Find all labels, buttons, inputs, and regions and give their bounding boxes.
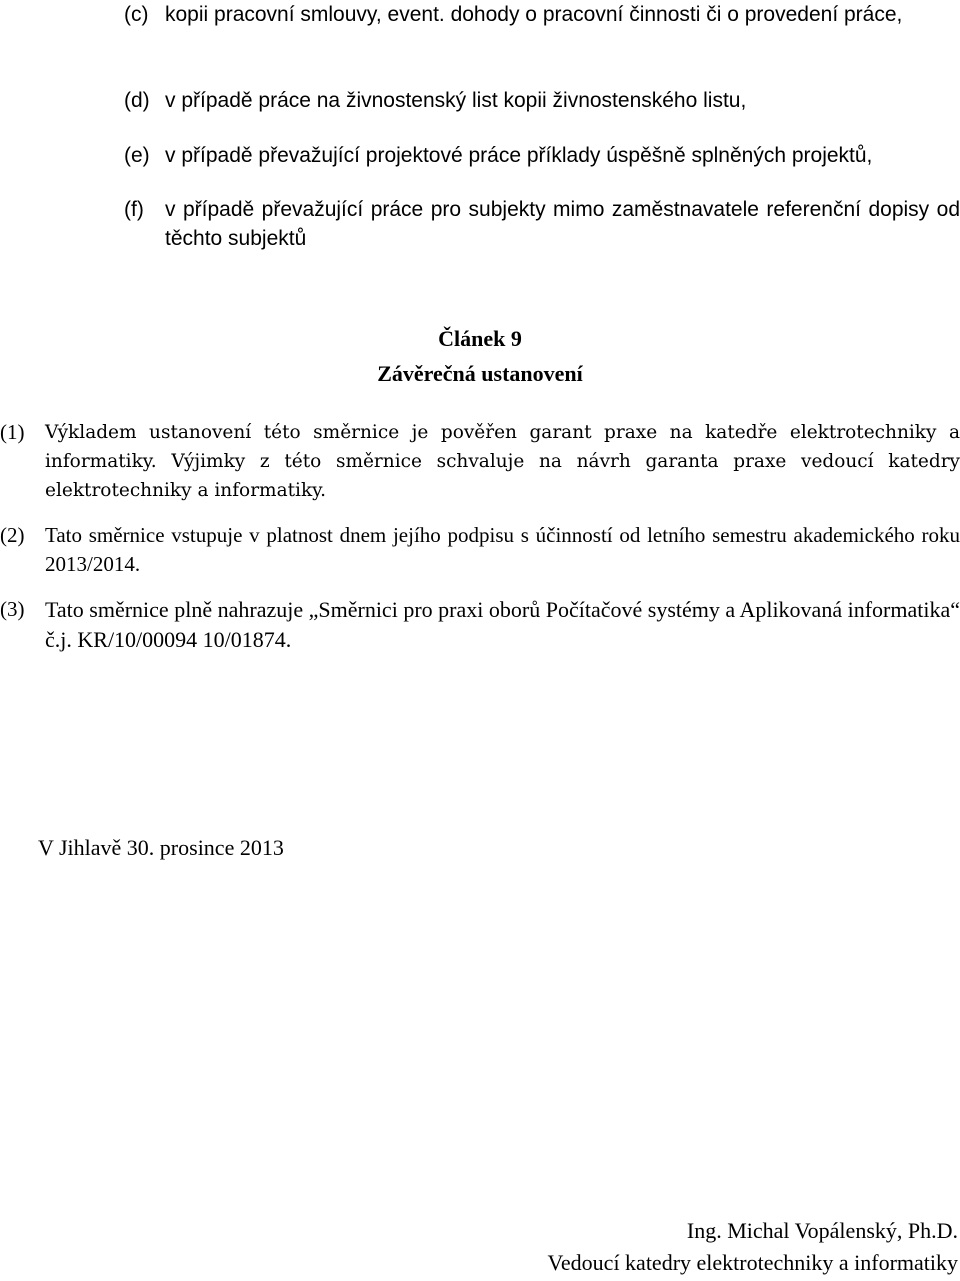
- paragraph-text: Tato směrnice vstupuje v platnost dnem jejího podpisu s účinností od letního semestru akademického roku 2013/2014.: [45, 523, 960, 576]
- list-item-d: [124, 86, 960, 115]
- paragraph-1: [0, 418, 960, 505]
- place-and-date: V Jihlavě 30. prosince 2013: [38, 835, 284, 860]
- paragraph-text: Tato směrnice plně nahrazuje „Směrnici pro praxi oborů Počítačové systémy a Aplikovaná informatika“ č.j. KR/10/00094 10/01874.: [45, 597, 960, 652]
- article-title: Závěrečná ustanovení: [377, 361, 583, 386]
- paragraph-3: [0, 595, 960, 655]
- paragraph-text: Výkladem ustanovení této směrnice je pověřen garant praxe na katedře elektrotechniky a informatiky. Výjimky z této směrnice schvaluje na návrh garanta praxe vedoucí katedry elektrotechniky a informatiky.: [45, 422, 960, 501]
- signatory-role: Vedoucí katedry elektrotechniky a informatiky: [547, 1250, 958, 1275]
- list-item-text: v případě převažující projektové práce příklady úspěšně splněných projektů,: [165, 144, 873, 167]
- article-number: Článek 9: [438, 326, 522, 351]
- paragraph-label: (2): [0, 523, 25, 547]
- list-item-text: v případě převažující práce pro subjekty mimo zaměstnavatele referenční dopisy od těchto subjektů: [165, 198, 960, 250]
- list-item-f: [124, 195, 960, 253]
- paragraph-label: (3): [0, 597, 25, 621]
- list-item-c: [124, 0, 960, 29]
- list-item-e: [124, 141, 960, 170]
- list-item-text: v případě práce na živnostenský list kopii živnostenského listu,: [165, 89, 747, 112]
- list-item-label: (f): [124, 198, 144, 221]
- signatory-name: Ing. Michal Vopálenský, Ph.D.: [686, 1218, 958, 1243]
- paragraph-label: (1): [0, 420, 25, 444]
- list-item-label: (d): [124, 89, 150, 112]
- list-item-label: (e): [124, 144, 150, 167]
- list-item-label: (c): [124, 3, 149, 26]
- list-item-text: kopii pracovní smlouvy, event. dohody o pracovní činnosti či o provedení práce,: [165, 3, 903, 26]
- paragraph-2: [0, 521, 960, 579]
